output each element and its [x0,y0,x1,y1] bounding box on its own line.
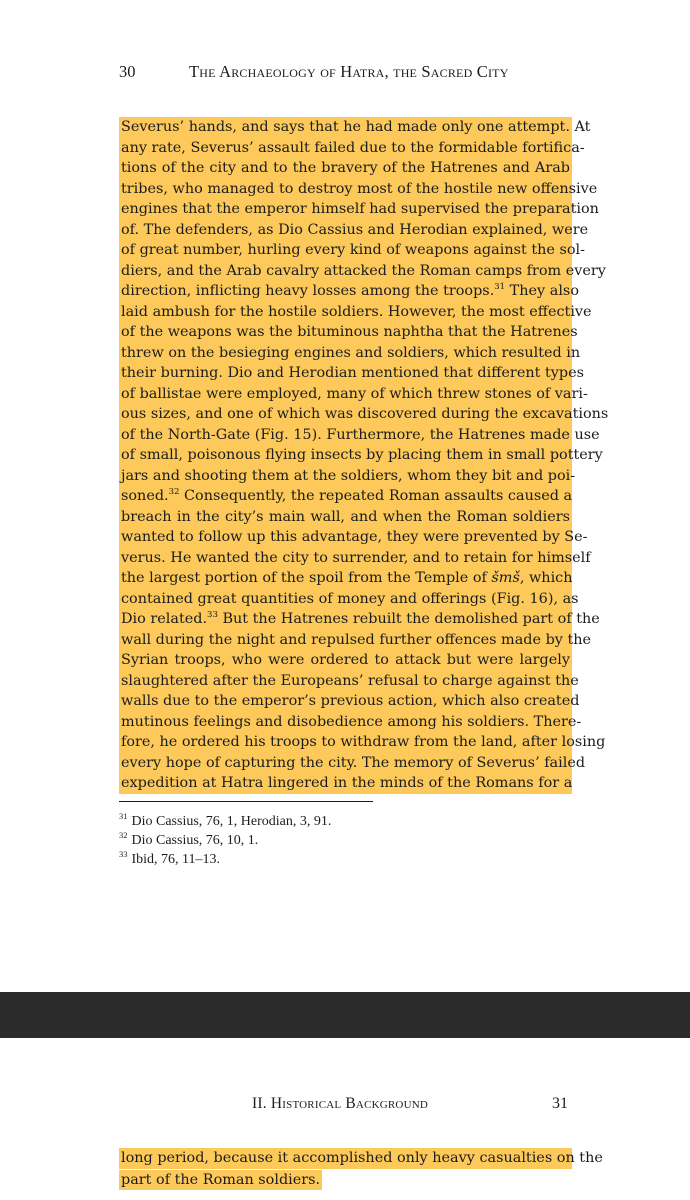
footnotes [119,812,419,869]
text-line: wanted to follow up this advantage, they were prevented by Se- [119,527,572,548]
text-line: fore, he ordered his troops to withdraw from the land, after losing [119,732,572,753]
page-31 [0,1038,690,1200]
text-line: their burning. Dio and Herodian mentioned that different types [119,363,572,384]
footnote-number: 32 [119,830,128,841]
text-line: Severus’ hands, and says that he had made only one attempt. At [119,117,572,138]
text-line: any rate, Severus’ assault failed due to the formidable fortifica- [119,138,572,159]
text-line: every hope of capturing the city. The memory of Severus’ failed [119,753,572,774]
text-line: slaughtered after the Europeans’ refusal to charge against the [119,671,572,692]
footnote-ref-31[interactable]: 31 [494,282,506,293]
page-number: 30 [119,62,136,81]
footnote-31 [119,812,419,831]
footnote-text: Ibid, 76, 11–13. [131,852,221,867]
text-line: contained great quantities of money and offerings (Fig. 16), as [119,589,572,610]
text-line: of the weapons was the bituminous naphtha that the Hatrenes [119,322,572,343]
footnote-text: Dio Cassius, 76, 1, Herodian, 3, 91. [131,814,332,829]
line-text: Consequently, the repeated Roman assaults caused a [179,488,573,504]
text-line: part of the Roman soldiers. [119,1170,322,1191]
text-line: wall during the night and repulsed further offences made by the [119,630,572,651]
line-text: direction, inflicting heavy losses among the troops. [121,283,495,299]
page-separator [0,992,690,1038]
text-line: breach in the city’s main wall, and when the Roman soldiers [119,507,572,528]
text-line: threw on the besieging engines and soldiers, which resulted in [119,343,572,364]
line-text: Dio related. [121,611,208,627]
text-line: jars and shooting them at the soldiers, whom they bit and poi- [119,466,572,487]
running-title: The Archaeology of Hatra, the Sacred City [189,62,509,81]
text-line: of great number, hurling every kind of weapons against the sol- [119,240,572,261]
text-line [119,486,572,507]
footnote-33 [119,850,419,869]
footnote-text: Dio Cassius, 76, 10, 1. [131,833,259,848]
text-line [119,609,600,630]
highlighted-paragraph [119,1148,603,1190]
temple-name: šmš [491,570,520,586]
line-text: But the Hatrenes rebuilt the demolished part of the [217,611,600,627]
footnote-ref-32[interactable]: 32 [168,487,180,498]
text-line: long period, because it accomplished only heavy casualties on the [119,1148,572,1169]
text-line: of. The defenders, as Dio Cassius and Herodian explained, were [119,220,572,241]
text-line [119,568,572,589]
text-line: mutinous feelings and disobedience among his soldiers. There- [119,712,572,733]
text-line: of ballistae were employed, many of which threw stones of vari- [119,384,572,405]
line-text: They also [505,283,579,299]
text-line: of the North-Gate (Fig. 15). Furthermore, the Hatrenes made use [119,425,572,446]
text-line: tions of the city and to the bravery of the Hatrenes and Arab [119,158,572,179]
text-line: expedition at Hatra lingered in the minds of the Romans for a [119,773,572,794]
footnote-32 [119,831,419,850]
text-line: walls due to the emperor’s previous action, which also created [119,691,572,712]
line-text: the largest portion of the spoil from the Temple of [121,570,487,586]
page-number: 31 [552,1095,568,1112]
text-line: engines that the emperor himself had supervised the preparation [119,199,572,220]
footnote-ref-33[interactable]: 33 [207,610,218,621]
line-text: soned. [121,488,169,504]
text-line: ous sizes, and one of which was discovered during the excavations [119,404,572,425]
text-line: verus. He wanted the city to surrender, and to retain for himself [119,548,572,569]
running-title: II. Historical Background [252,1095,429,1112]
text-line: Syrian troops, who were ordered to attack but were largely [119,650,572,671]
text-line: tribes, who managed to destroy most of the hostile new offensive [119,179,572,200]
highlighted-paragraph [119,117,609,794]
footnote-number: 33 [119,849,128,860]
text-line [119,281,579,302]
footnote-number: 31 [119,811,128,822]
text-line: laid ambush for the hostile soldiers. However, the most effective [119,302,572,323]
text-line: diers, and the Arab cavalry attacked the Roman camps from every [119,261,572,282]
text-line: of small, poisonous flying insects by placing them in small pottery [119,445,572,466]
line-text: , which [519,570,573,586]
footnote-divider [119,801,373,802]
